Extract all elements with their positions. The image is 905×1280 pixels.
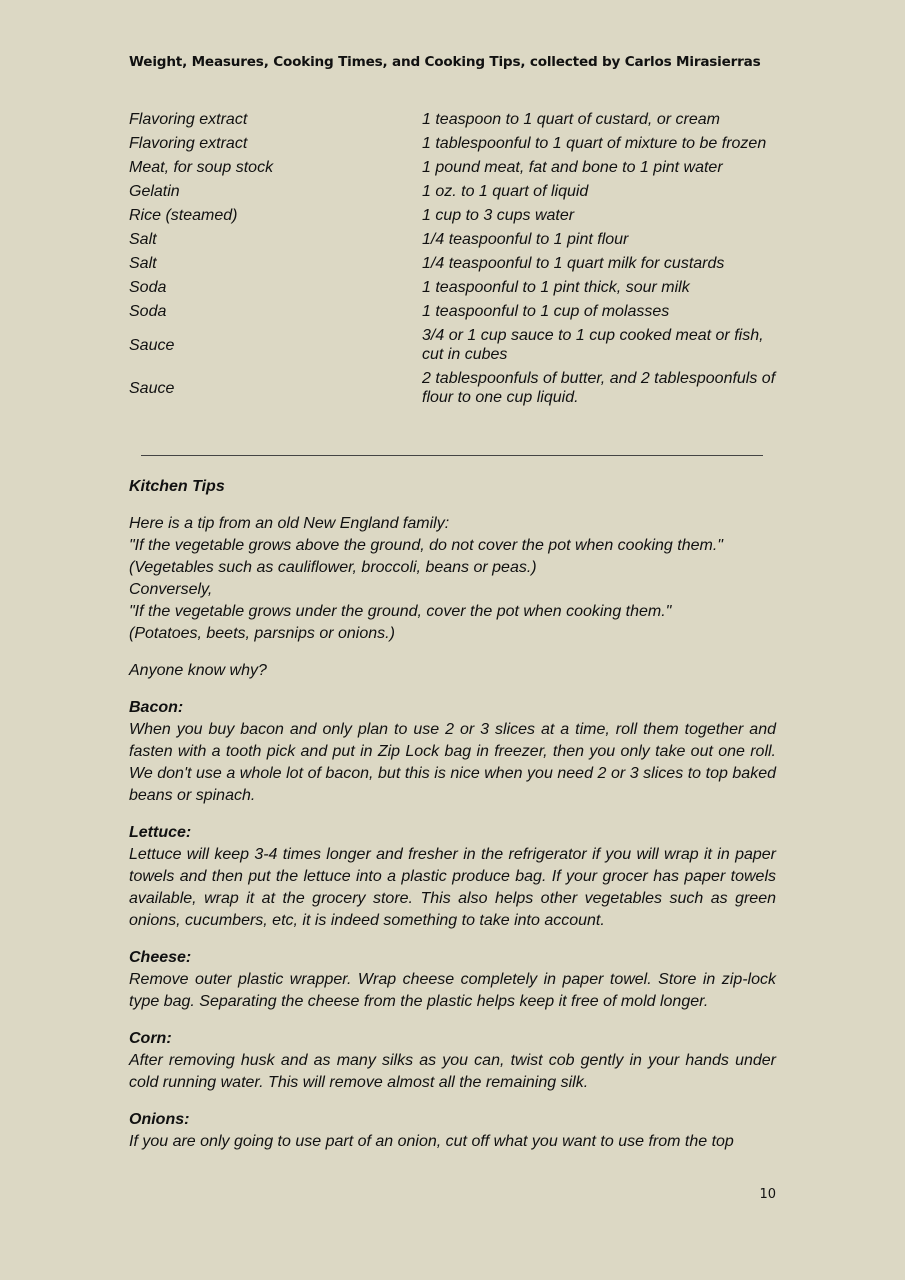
intro-line: (Potatoes, beets, parsnips or onions.) [129, 625, 395, 642]
section-divider [141, 455, 763, 456]
table-row [129, 300, 779, 324]
intro-line: "If the vegetable grows under the ground, cover the pot when cooking them." [129, 603, 672, 620]
question-paragraph: Anyone know why? [129, 662, 267, 679]
intro-line: "If the vegetable grows above the ground, do not cover the pot when cooking them." [129, 537, 723, 554]
table-row [129, 204, 779, 228]
measure-item: Rice (steamed) [129, 207, 238, 224]
measure-amount: 1 teaspoonful to 1 pint thick, sour milk [422, 279, 690, 296]
kitchen-tips-heading: Kitchen Tips [129, 478, 225, 495]
kitchen-tips-section [129, 476, 776, 1168]
tip-onions [129, 1109, 776, 1153]
measure-amount: 1 oz. to 1 quart of liquid [422, 183, 589, 200]
measure-item: Flavoring extract [129, 111, 248, 128]
measure-amount: 1 cup to 3 cups water [422, 207, 575, 224]
table-row [129, 367, 779, 410]
tip-title: Onions: [129, 1111, 190, 1128]
measures-table [129, 108, 779, 410]
measure-item: Soda [129, 279, 167, 296]
measure-item: Meat, for soup stock [129, 159, 274, 176]
intro-line: (Vegetables such as cauliflower, broccoli, beans or peas.) [129, 559, 537, 576]
measure-amount: 1 teaspoonful to 1 cup of molasses [422, 303, 670, 320]
measure-amount: 3/4 or 1 cup sauce to 1 cup cooked meat or fish, cut in cubes [422, 327, 764, 363]
table-row [129, 156, 779, 180]
tip-body: If you are only going to use part of an onion, cut off what you want to use from the top [129, 1133, 734, 1150]
tip-body: Lettuce will keep 3-4 times longer and fresher in the refrigerator if you will wrap it in paper towels and then put the lettuce into a plastic produce bag. If your grocer has paper towels available, wrap it at the grocery store. This also helps other vegetables such as green onions, cucumbers, etc, it is indeed something to take into account. [129, 846, 776, 929]
tip-body: After removing husk and as many silks as you can, twist cob gently in your hands under cold running water. This will remove almost all the remaining silk. [129, 1052, 776, 1091]
tip-corn [129, 1028, 776, 1094]
measure-amount: 1 pound meat, fat and bone to 1 pint water [422, 159, 723, 176]
intro-paragraph [129, 513, 776, 645]
table-row [129, 276, 779, 300]
measure-item: Gelatin [129, 183, 180, 200]
measure-item: Sauce [129, 379, 175, 397]
measure-item: Salt [129, 231, 157, 248]
table-row [129, 180, 779, 204]
table-row [129, 108, 779, 132]
measure-item: Salt [129, 255, 157, 272]
tip-title: Corn: [129, 1030, 172, 1047]
tip-title: Lettuce: [129, 824, 192, 841]
intro-line: Here is a tip from an old New England family: [129, 515, 450, 532]
measure-item: Soda [129, 303, 167, 320]
measure-amount: 1/4 teaspoonful to 1 pint flour [422, 231, 629, 248]
measure-item: Flavoring extract [129, 135, 248, 152]
measure-amount: 1/4 teaspoonful to 1 quart milk for custards [422, 255, 725, 272]
tip-bacon [129, 697, 776, 807]
tip-lettuce [129, 822, 776, 932]
measure-amount: 1 tablespoonful to 1 quart of mixture to be frozen [422, 135, 767, 152]
measure-amount: 2 tablespoonfuls of butter, and 2 tablespoonfuls of flour to one cup liquid. [422, 370, 776, 406]
page-header-title: Weight, Measures, Cooking Times, and Cooking Tips, collected by Carlos Mirasierras [129, 54, 761, 70]
table-row [129, 324, 779, 367]
tip-body: When you buy bacon and only plan to use 2 or 3 slices at a time, roll them together and fasten with a tooth pick and put in Zip Lock bag in freezer, then you only take out one roll. We don't use a whole lot of bacon, but this is nice when you need 2 or 3 slices to top baked beans or spinach. [129, 721, 776, 804]
tip-title: Cheese: [129, 949, 192, 966]
intro-line: Conversely, [129, 581, 213, 598]
tip-cheese [129, 947, 776, 1013]
measure-item: Sauce [129, 336, 175, 354]
tip-title: Bacon: [129, 699, 184, 716]
measure-amount: 1 teaspoon to 1 quart of custard, or cream [422, 111, 720, 128]
table-row [129, 132, 779, 156]
page-number: 10 [759, 1187, 776, 1202]
tip-body: Remove outer plastic wrapper. Wrap cheese completely in paper towel. Store in zip-lock type bag. Separating the cheese from the plastic helps keep it free of mold longer. [129, 971, 776, 1010]
table-row [129, 228, 779, 252]
table-row [129, 252, 779, 276]
